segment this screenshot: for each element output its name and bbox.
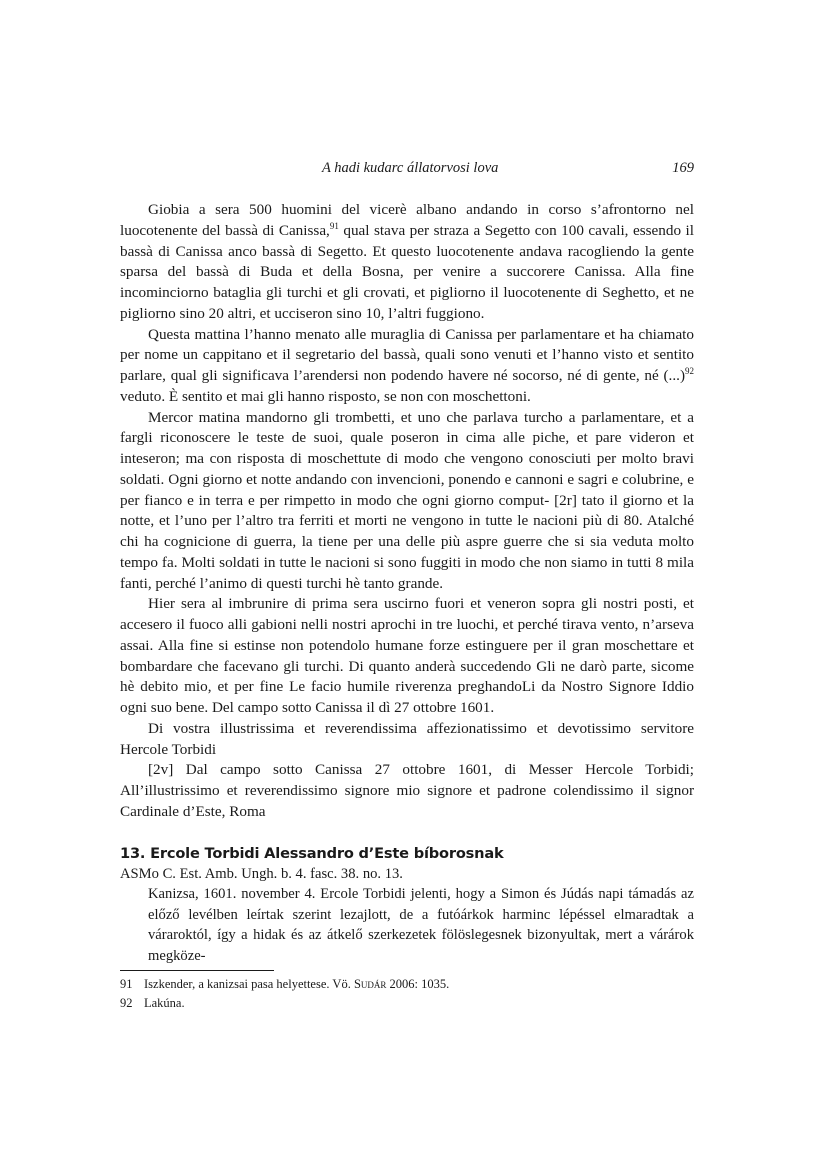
paragraph	[120, 325, 694, 408]
footnote	[120, 975, 694, 994]
footnotes	[120, 975, 694, 1013]
paragraph-text: Giobia a sera 500 huomini del vicerè albano andando in corso s’afrontorno nel luocotenente del bassà di Canissa,	[120, 201, 694, 239]
paragraph-text: veduto. È sentito et mai gli hanno risposto, se non con moschettoni.	[120, 387, 531, 405]
page-number: 169	[672, 160, 694, 176]
section-summary: Kanizsa, 1601. november 4. Ercole Torbidi jelenti, hogy a Simon és Júdás napi támadás az előző levélben leírtak szerint lezajlott, de a futóárkok harminc lépéssel elmaradtak a váraroktól, így a hidak és az átkelő szerkezetek fölöslegesnek bizonyultak, mert a várárok megköze-	[148, 886, 694, 964]
letter-body	[120, 200, 694, 823]
footnote-text: Iszkender, a kanizsai pasa helyettese. Vö. Sudár 2006: 1035.	[144, 977, 450, 991]
paragraph	[120, 200, 694, 325]
footnote-ref[interactable]: 92	[685, 366, 694, 376]
footnote-ref[interactable]: 91	[329, 220, 339, 231]
running-title: A hadi kudarc állatorvosi lova	[322, 160, 499, 176]
footnote-text: Lakúna.	[144, 996, 185, 1010]
paragraph: Hier sera al imbrunire di prima sera uscirno fuori et veneron sopra gli nostri posti, et accesero il fuoco alli gabioni nelli nostri aprochi in tre luochi, et perché tirava vento, n’arseva assai. Alla fine si estinse non potendolo humane forze estinguere per il gran moschettare et bombardare che facevano gli turchi. Di quanto anderà succedendo Gli ne darò parte, sicome hè debito mio, et per fine Le facio humile riverenza preghandoLi da Nostro Signore Iddio ogni suo bene. Del campo sotto Canissa il dì 27 ottobre 1601.	[120, 595, 694, 716]
footnote-number: 91	[120, 977, 133, 991]
paragraph: Mercor matina mandorno gli trombetti, et uno che parlava turcho a parlamentare, et a fargli riconoscere le teste de suoi, quale poseron in cima alle piche, et pare videron et inteseron; ma con risposta di moschettute di modo che vengono conosciuti per molto bravi soldati. Ogni giorno et notte andando con invencioni, ponendo e cannoni e sagri e colubrine, e per fianco e in terra e per rimpetto in modo che ogni giorno comput- [2r] tato il giorno et la notte, et l’uno per l’altro tra ferriti et morti ne vengono in tutte le nacioni più di 80. Atalché chi ha cognicione di guerra, la tiene per una delle più aspre guerre che si sia veduta molto tempo fa. Molti soldati in tutte le nacioni si sono fuggiti in modo che non siamo in tutti 8 mila fanti, perché l’animo di questi turchi hè tanto grande.	[120, 408, 694, 592]
paragraph-text: Questa mattina l’hanno menato alle muraglia di Canissa per parlamentare et ha chiamato per nome un cappitano et il segretario del bassà, quali sono venuti et l’hanno visto et sentito parlare, qual gli significava l’arendersi non podendo havere né socorso, né di gente, né (...)	[120, 325, 694, 384]
paragraph-text: qual stava per straza a Segetto con 100 cavali, essendo il bassà di Canissa anco bassà di Segetto. Et questo luocotenente andava racogliendo la gente sparsa del bassà di Buda et della Bosna, per venire a succorere Canissa. Alla fine incominciorno bataglia gli turchi et gli crovati, et pigliorno il luocotenente di Seghetto, et ne pigliorno sino 20 altri, et ucciseron sino 10, l’altri fuggiono.	[120, 221, 694, 322]
document-section	[120, 844, 694, 966]
footnote-number: 92	[120, 996, 133, 1010]
archival-source: ASMo C. Est. Amb. Ungh. b. 4. fasc. 38. no. 13.	[120, 866, 403, 882]
footnote	[120, 994, 694, 1013]
address-paragraph: [2v] Dal campo sotto Canissa 27 ottobre 1601, di Messer Hercole Torbidi; All’illustrissimo et reverendissimo signore mio signore et padrone colendissimo il signor Cardinale d’Este, Roma	[120, 761, 694, 820]
footnote-divider	[120, 970, 274, 971]
signature-paragraph: Di vostra illustrissima et reverendissima affezionatissimo et devotissimo servitore Hercole Torbidi	[120, 719, 694, 758]
section-heading: 13. Ercole Torbidi Alessandro d’Este bíborosnak	[120, 845, 504, 862]
running-header	[120, 160, 694, 182]
